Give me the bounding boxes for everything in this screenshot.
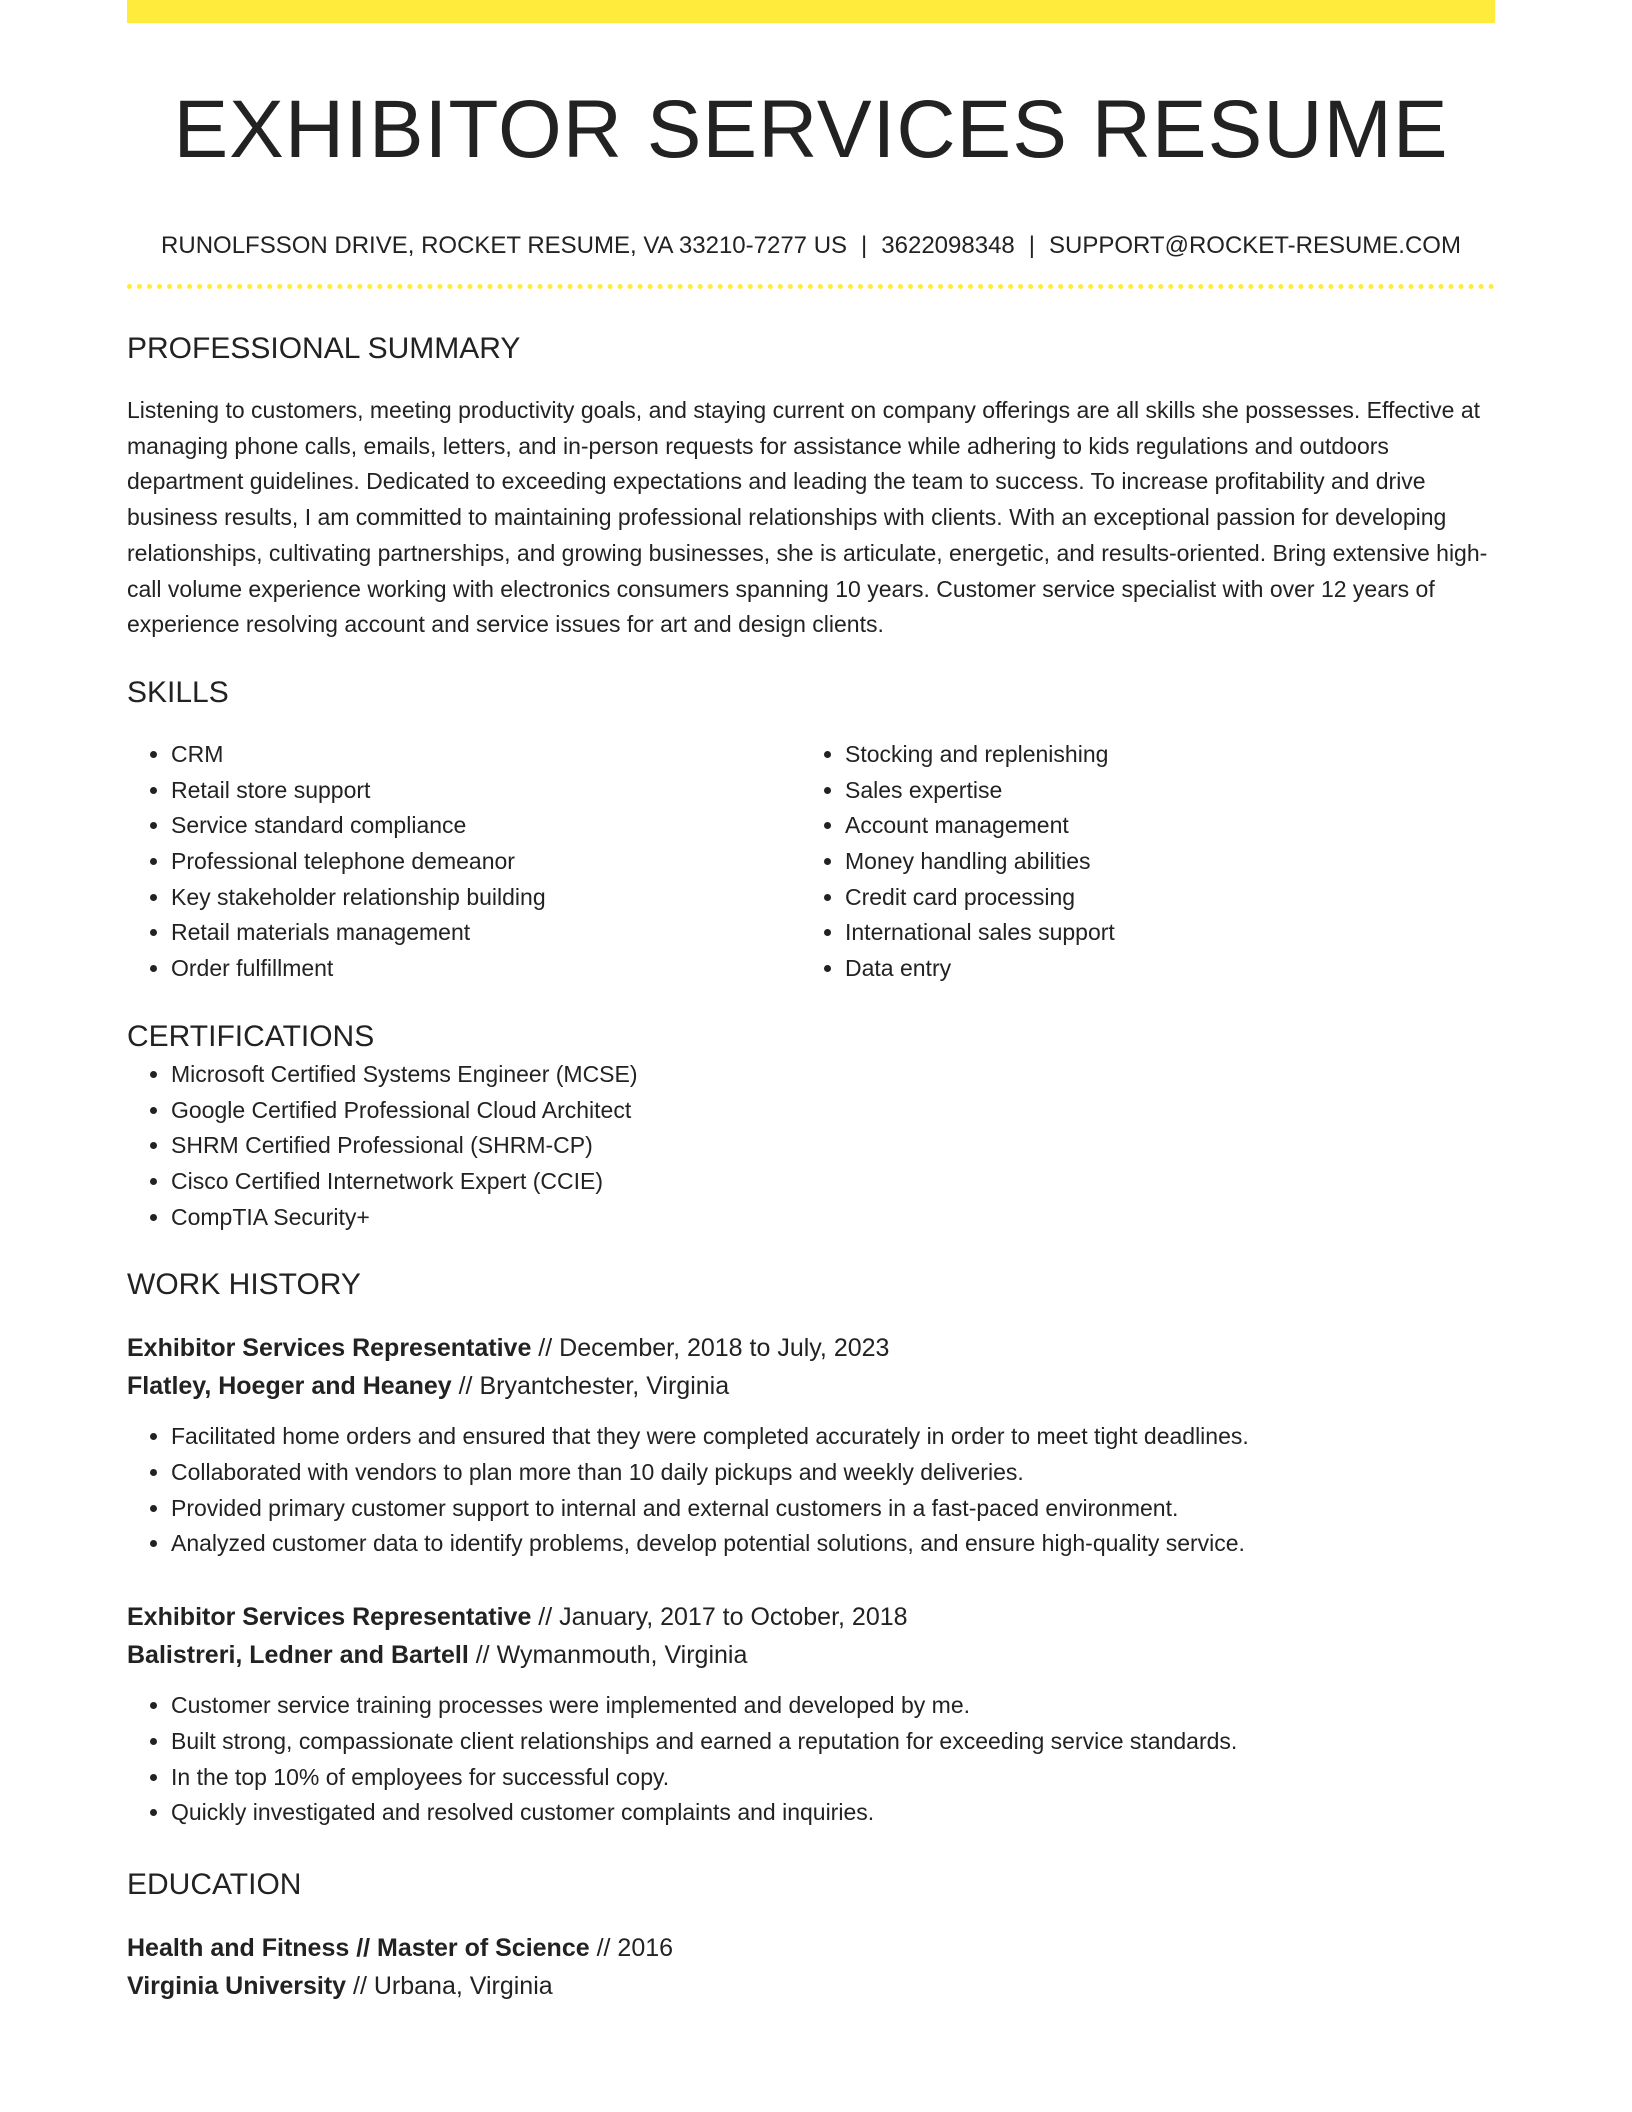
skill-item: • Money handling abilities bbox=[845, 844, 1475, 880]
job-bullet: • Analyzed customer data to identify problems, develop potential solutions, and ensure high-quality service. bbox=[171, 1526, 1495, 1562]
contact-separator: | bbox=[861, 232, 868, 259]
skill-item: • Sales expertise bbox=[845, 773, 1475, 809]
job-bullet: • Provided primary customer support to internal and external customers in a fast-paced environment. bbox=[171, 1491, 1495, 1527]
job-bullet: • Facilitated home orders and ensured that they were completed accurately in order to meet tight deadlines. bbox=[171, 1419, 1495, 1455]
skill-item: • Service standard compliance bbox=[171, 808, 801, 844]
job-company: Balistreri, Ledner and Bartell bbox=[127, 1641, 469, 1670]
contact-line bbox=[127, 230, 1495, 262]
job-company-line bbox=[127, 1636, 1495, 1674]
job-bullet: • In the top 10% of employees for successful copy. bbox=[171, 1760, 1495, 1796]
skills-list-right bbox=[801, 737, 1475, 987]
education-year: // 2016 bbox=[589, 1933, 674, 1962]
contact-phone: 3622098348 bbox=[881, 232, 1015, 259]
skill-item: • International sales support bbox=[845, 915, 1475, 951]
certifications-heading: CERTIFICATIONS bbox=[127, 1019, 375, 1053]
job-company: Flatley, Hoeger and Heaney bbox=[127, 1372, 452, 1401]
education-entry bbox=[127, 1929, 1495, 2005]
certification-item: • Cisco Certified Internetwork Expert (CCIE) bbox=[171, 1164, 1495, 1200]
skills-columns bbox=[127, 737, 1495, 987]
skill-item: • Key stakeholder relationship building bbox=[171, 880, 801, 916]
skills-heading: SKILLS bbox=[127, 675, 229, 709]
job-bullet: • Customer service training processes were implemented and developed by me. bbox=[171, 1688, 1495, 1724]
resume-content bbox=[127, 0, 1495, 2005]
job-title-line bbox=[127, 1598, 1495, 1636]
job-bullet: • Quickly investigated and resolved customer complaints and inquiries. bbox=[171, 1795, 1495, 1831]
job-title-line bbox=[127, 1329, 1495, 1367]
education-degree-line bbox=[127, 1929, 1495, 1967]
certifications-list bbox=[127, 1057, 1495, 1236]
job-location: // Bryantchester, Virginia bbox=[451, 1372, 730, 1401]
job-bullets bbox=[127, 1419, 1495, 1562]
resume-name: EXHIBITOR SERVICES RESUME bbox=[173, 84, 1449, 175]
summary-heading: PROFESSIONAL SUMMARY bbox=[127, 332, 521, 365]
job-role: Exhibitor Services Representative bbox=[127, 1603, 532, 1632]
contact-address: RUNOLFSSON DRIVE, ROCKET RESUME, VA 33210-7277 US bbox=[161, 232, 848, 259]
contact-email: SUPPORT@ROCKET-RESUME.COM bbox=[1049, 232, 1461, 259]
contact-separator: | bbox=[1028, 232, 1035, 259]
certification-item: • CompTIA Security+ bbox=[171, 1200, 1495, 1236]
job-location: // Wymanmouth, Virginia bbox=[468, 1641, 748, 1670]
job-entry bbox=[127, 1598, 1495, 1831]
job-role: Exhibitor Services Representative bbox=[127, 1334, 532, 1363]
certification-item: • Google Certified Professional Cloud Architect bbox=[171, 1093, 1495, 1129]
education-degree: Health and Fitness // Master of Science bbox=[127, 1933, 590, 1962]
skill-item: • Data entry bbox=[845, 951, 1475, 987]
education-school-line bbox=[127, 1967, 1495, 2005]
skills-list-left bbox=[127, 737, 801, 987]
skill-item: • Account management bbox=[845, 808, 1475, 844]
certification-item: • Microsoft Certified Systems Engineer (MCSE) bbox=[171, 1057, 1495, 1093]
skill-item: • Stocking and replenishing bbox=[845, 737, 1475, 773]
work-history-heading: WORK HISTORY bbox=[127, 1268, 361, 1302]
job-bullet: • Collaborated with vendors to plan more than 10 daily pickups and weekly deliveries. bbox=[171, 1455, 1495, 1491]
skill-item: • Credit card processing bbox=[845, 880, 1475, 916]
dotted-divider bbox=[127, 284, 1495, 289]
skill-item: • Retail materials management bbox=[171, 915, 801, 951]
job-company-line bbox=[127, 1367, 1495, 1405]
certification-item: • SHRM Certified Professional (SHRM-CP) bbox=[171, 1128, 1495, 1164]
job-bullets bbox=[127, 1688, 1495, 1831]
education-location: // Urbana, Virginia bbox=[346, 1971, 553, 2000]
summary-text: Listening to customers, meeting productivity goals, and staying current on company offerings are all skills she possesses. Effective at managing phone calls, emails, letters, and in-person requests for assistance while adhering to kids regulations and outdoors department guidelines. Dedicated to exceeding expectations and leading the team to success. To increase profitability and drive business results, I am committed to maintaining professional relationships with clients. With an exceptional passion for developing relationships, cultivating partnerships, and growing businesses, she is articulate, energetic, and results-oriented. Bring extensive high-call volume experience working with electronics consumers spanning 10 years. Customer service specialist with over 12 years of experience resolving account and service issues for art and design clients. bbox=[127, 397, 1488, 638]
job-entry bbox=[127, 1329, 1495, 1562]
skill-item: • Retail store support bbox=[171, 773, 801, 809]
skill-item: • CRM bbox=[171, 737, 801, 773]
education-heading: EDUCATION bbox=[127, 1867, 302, 1901]
job-bullet: • Built strong, compassionate client relationships and earned a reputation for exceeding service standards. bbox=[171, 1724, 1495, 1760]
education-school: Virginia University bbox=[127, 1971, 347, 2000]
job-dates: // December, 2018 to July, 2023 bbox=[531, 1334, 890, 1363]
job-dates: // January, 2017 to October, 2018 bbox=[531, 1603, 908, 1632]
skill-item: • Order fulfillment bbox=[171, 951, 801, 987]
skill-item: • Professional telephone demeanor bbox=[171, 844, 801, 880]
